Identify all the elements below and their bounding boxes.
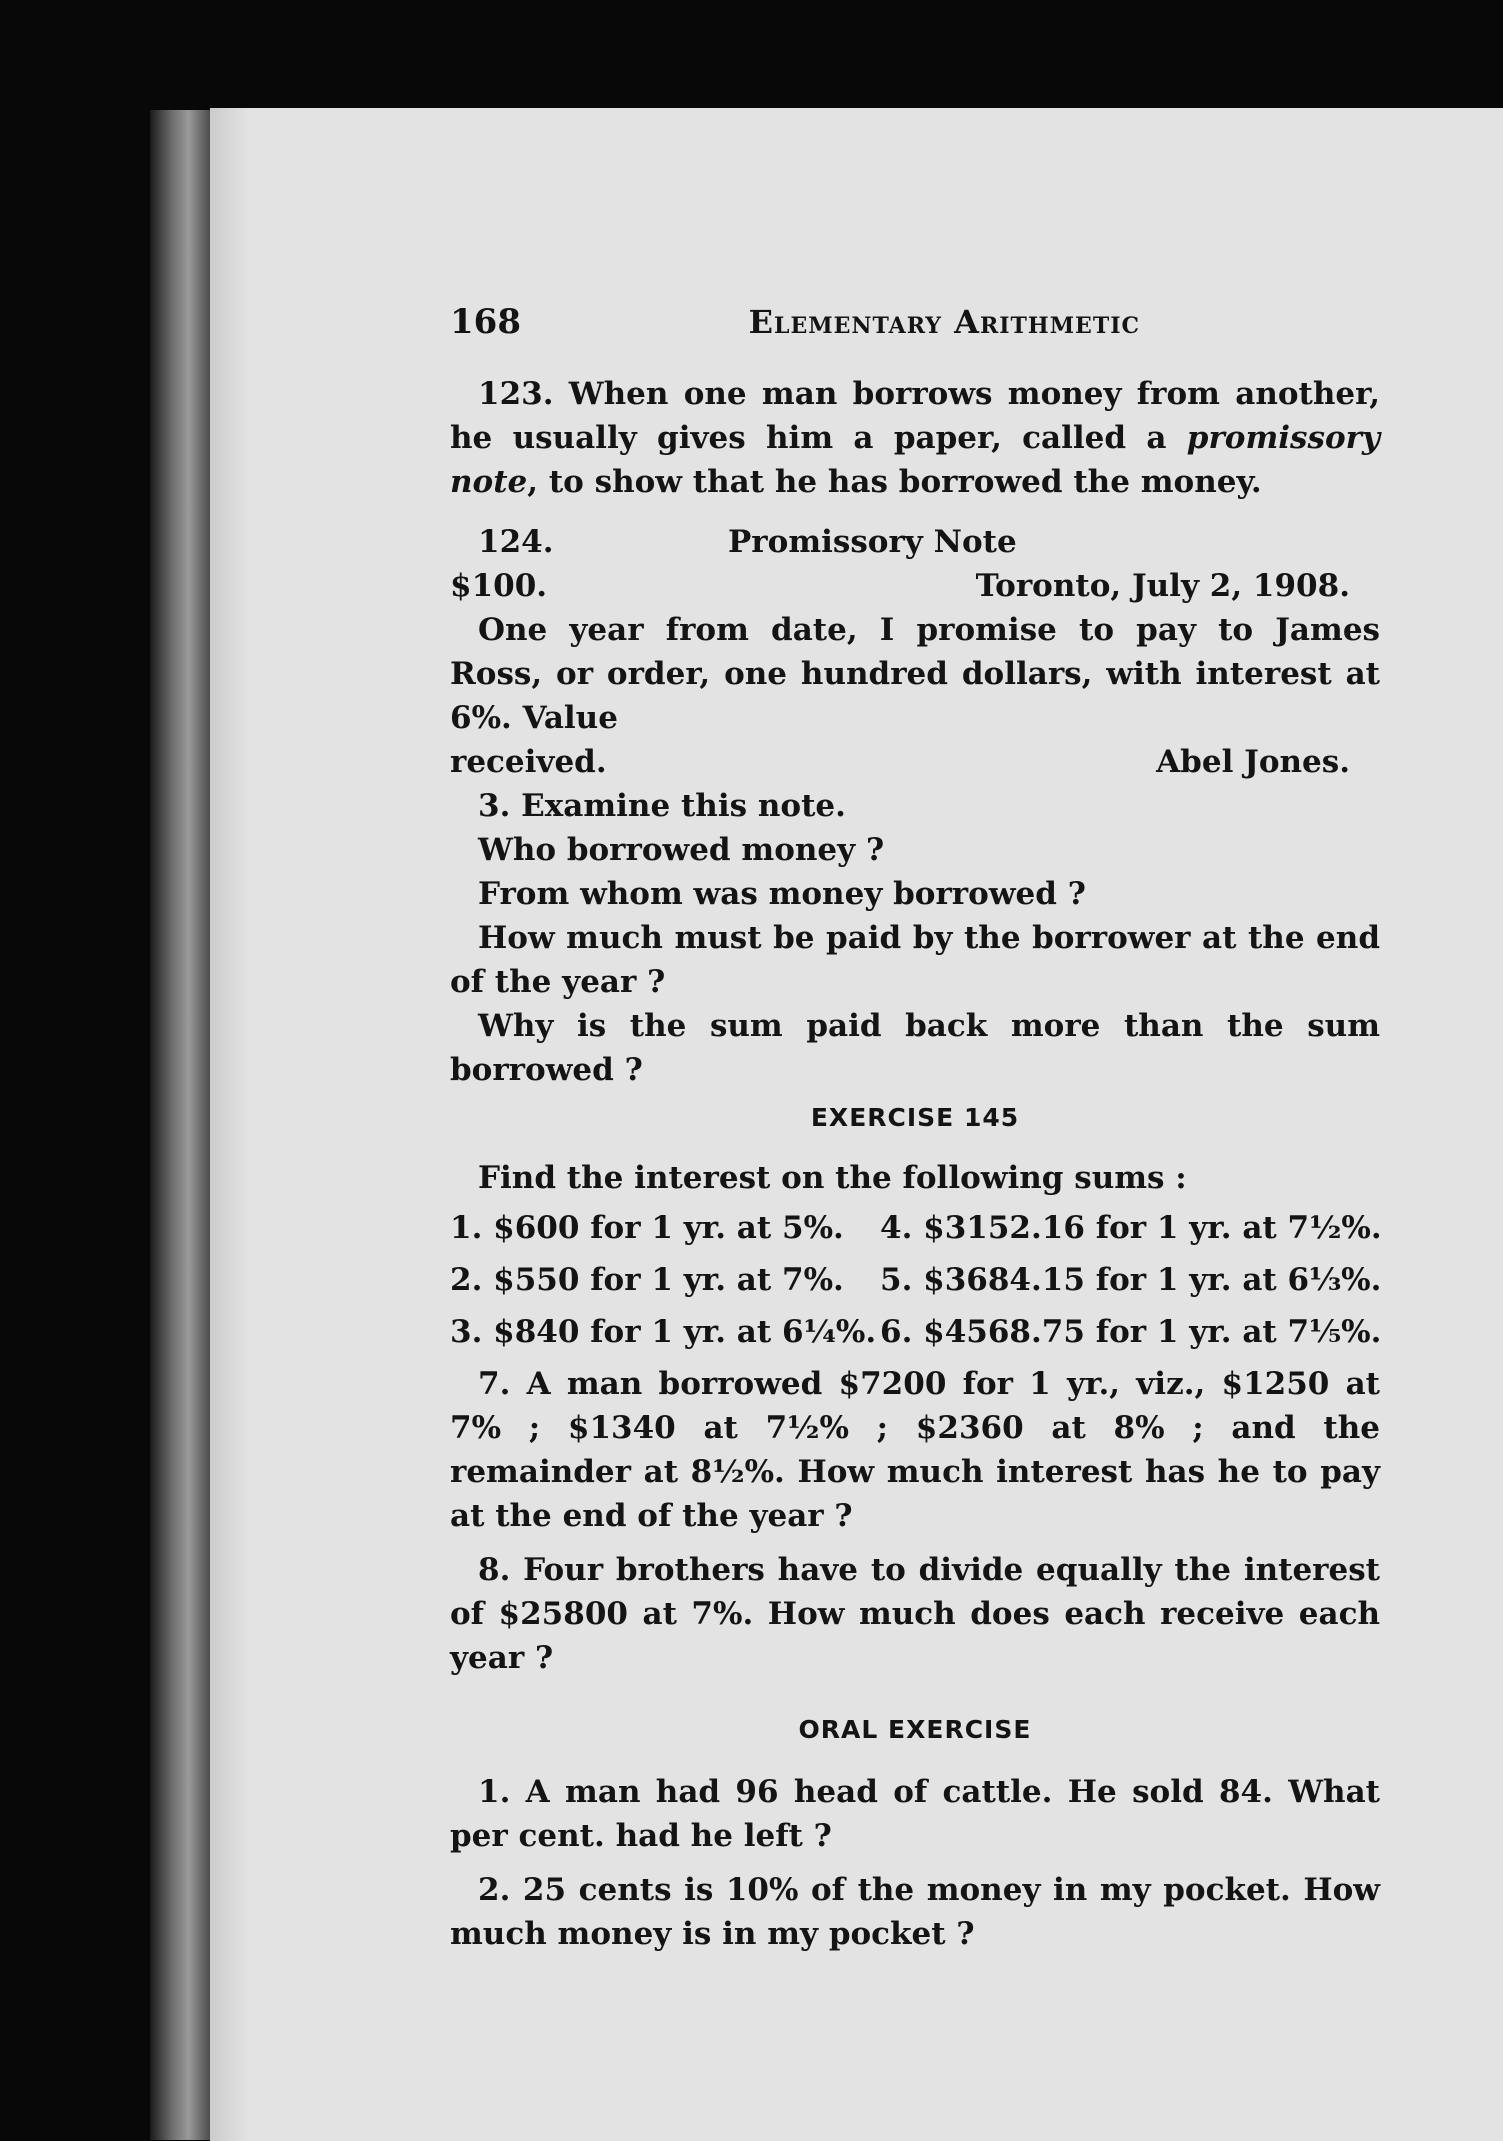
exercise-item-8: 8. Four brothers have to divide equally the interest of $25800 at 7%. How much does each receive each year ?: [450, 1552, 1380, 1676]
exercise-145-title: EXERCISE 145: [810, 1103, 1020, 1132]
section-123: [450, 372, 1380, 504]
section-123-emphasis: promissory note: [450, 420, 1380, 500]
question-intro: 3. Examine this note.: [478, 788, 846, 824]
exercise-item-7: 7. A man borrowed $7200 for 1 yr., viz., $1250 at 7% ; $1340 at 7½% ; $2360 at 8% ; and the remainder at 8½%. How much interest has he to pay at the end of the year ?: [450, 1366, 1380, 1534]
note-amount-row: [450, 564, 1380, 608]
section-124-heading: [450, 520, 1380, 564]
oral-item-2: 2. 25 cents is 10% of the money in my pocket. How much money is in my pocket ?: [450, 1872, 1380, 1952]
question-4: Why is the sum paid back more than the sum borrowed ?: [450, 1008, 1380, 1088]
exercise-item: 5. $3684.15 for 1 yr. at 6⅓%.: [880, 1262, 1382, 1298]
section-124-title: Promissory Note: [728, 524, 1017, 560]
exercise-item: 3. $840 for 1 yr. at 6¼%.: [450, 1314, 877, 1350]
section-123-number: 123.: [478, 376, 554, 412]
section-123-text-a: When one man borrows money from another, he usually gives him a paper, called a: [450, 376, 1380, 456]
exercise-145-items: [450, 1206, 1380, 1354]
note-amount: $100.: [450, 568, 548, 604]
running-title: Elementary Arithmetic: [748, 303, 1140, 341]
exercise-item: 6. $4568.75 for 1 yr. at 7⅕%.: [880, 1314, 1382, 1350]
exercise-item: 2. $550 for 1 yr. at 7%.: [450, 1262, 844, 1298]
page-number: 168: [450, 302, 521, 342]
page-content: [450, 300, 1380, 1956]
oral-exercise-title: ORAL EXERCISE: [798, 1715, 1032, 1744]
page-header: [450, 300, 1380, 344]
note-received: received.: [450, 744, 607, 780]
exercise-item: 1. $600 for 1 yr. at 5%.: [450, 1210, 844, 1246]
exercise-item: 4. $3152.16 for 1 yr. at 7½%.: [880, 1210, 1382, 1246]
question-2: From whom was money borrowed ?: [478, 876, 1086, 912]
note-place-date: Toronto, July 2, 1908.: [975, 568, 1350, 604]
section-124-number: 124.: [478, 524, 554, 560]
question-3: How much must be paid by the borrower at the end of the year ?: [450, 920, 1380, 1000]
question-1: Who borrowed money ?: [478, 832, 885, 868]
oral-item-1: 1. A man had 96 head of cattle. He sold 84. What per cent. had he left ?: [450, 1774, 1380, 1854]
note-signature-row: [450, 740, 1380, 784]
section-123-text-b: , to show that he has borrowed the money.: [527, 464, 1262, 500]
exercise-145-intro: Find the interest on the following sums :: [478, 1160, 1187, 1196]
note-body: One year from date, I promise to pay to James Ross, or order, one hundred dollars, with interest at 6%. Value: [450, 612, 1380, 736]
note-signature: Abel Jones.: [1156, 744, 1350, 780]
